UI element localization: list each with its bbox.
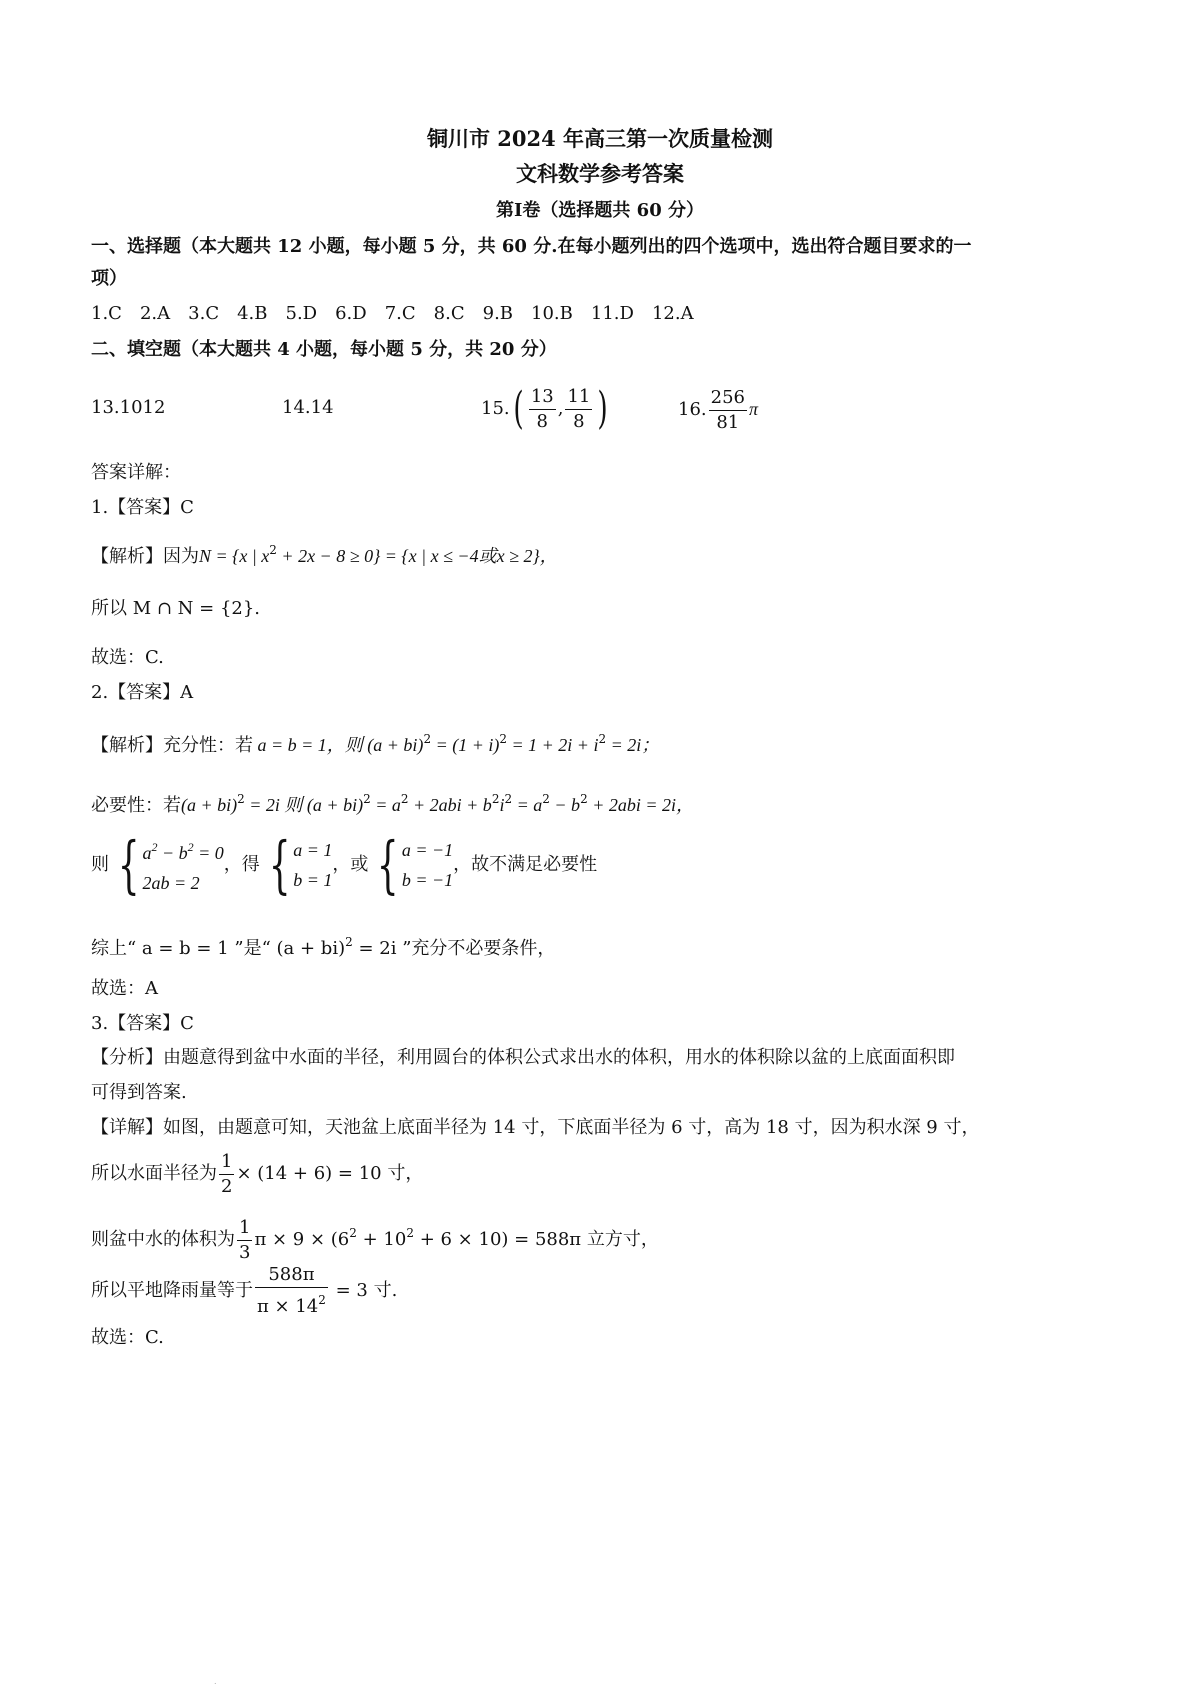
mcq-answer: 9.B bbox=[482, 303, 514, 324]
mcq-answer: 7.C bbox=[384, 303, 416, 324]
details-heading: 答案详解： bbox=[91, 462, 181, 483]
q3-choice: 故选：C. bbox=[91, 1327, 164, 1348]
solution-system: a = 1 b = 1 bbox=[293, 840, 333, 890]
q2-necessity: 必要性：若(a + bi)$^2$ = 2i 则 $(a + bi)^2 = a^2 + 2abi + b^2i^2 = a^2 - b^2 + 2abi = 2i$， bbox=[91, 792, 694, 816]
q2-summary: 综上“ a = b = 1 ”是“ (a + bi)$^2$ = 2i ”充分不必要条件， bbox=[91, 935, 556, 959]
solution-system: a = −1 b = −1 bbox=[401, 840, 454, 890]
q3-answer: 3.【答案】C bbox=[91, 1013, 194, 1034]
q1-answer: 1.【答案】C bbox=[91, 497, 194, 518]
mcq-answer: 3.C bbox=[188, 303, 220, 324]
q1-intersection: 所以 M ∩ N = {2}. bbox=[91, 598, 261, 619]
q3-radius: 所以水面半径为 $\frac{1}{2}$ × (14 + 6) = 10 寸， bbox=[91, 1150, 424, 1197]
mcq-answer: 12.A bbox=[651, 303, 694, 324]
q3-detail: 【详解】如图，由题意可知，天池盆上底面半径为 14 寸，下底面半径为 6 寸，高为 18 寸，因为积水深 9 寸， bbox=[91, 1117, 980, 1138]
q3-rainfall: 所以平地降雨量等于 $\frac{588\pi}{\pi \times 14^2}$ = 3 寸. bbox=[91, 1264, 398, 1317]
q2-system: 则 { $a^2 - b^2 = 0$ 2ab = 2 ，得 { a = 1 b = 1 ，或 { a = −1 b = −1 ，故不满足必要性 bbox=[91, 828, 598, 901]
part-title: 第Ⅰ卷（选择题共 60 分） bbox=[495, 200, 704, 221]
mcq-answer: 4.B bbox=[237, 303, 268, 324]
section2-heading: 二、填空题（本大题共 4 小题，每小题 5 分，共 20 分） bbox=[91, 339, 557, 360]
doc-subtitle: 文科数学参考答案 bbox=[516, 161, 684, 186]
q1-analysis: 【解析】因为N = {x | $x^2 + 2x - 8 \ge 0\} = \{x$ | x ≤ −4或x ≥ 2}， bbox=[91, 543, 558, 567]
mcq-answer: 11.D bbox=[590, 303, 634, 324]
mcq-answer-list bbox=[91, 301, 712, 327]
section1-heading-cont: 项） bbox=[91, 268, 127, 289]
q3-analysis-cont: 可得到答案. bbox=[91, 1082, 187, 1103]
q2-answer: 2.【答案】A bbox=[91, 682, 194, 703]
fill-answer-13: 13.1012 bbox=[91, 397, 166, 418]
q2-sufficiency: 【解析】充分性：若 a = b = 1，则 $(a + bi)^2 = (1 + i)^2 = 1 + 2i + i^2 = 2i$； bbox=[91, 732, 660, 756]
fill-answer-14: 14.14 bbox=[282, 397, 334, 418]
mcq-answer: 5.D bbox=[285, 303, 318, 324]
fill-answer-16: 16. $\frac{256}{81}$ π bbox=[678, 386, 759, 433]
q3-volume: 则盆中水的体积为 $\frac{1}{3}$ $\pi \times 9 \times (6^2 + 10^2 + 6 \times 10) = 588\pi$ 立方寸， bbox=[91, 1216, 659, 1263]
mcq-answer: 2.A bbox=[139, 303, 171, 324]
mcq-answer: 1.C bbox=[91, 303, 122, 324]
page-footer-mark: . bbox=[214, 1677, 217, 1686]
equation-system: $a^2 - b^2 = 0$ 2ab = 2 bbox=[142, 840, 224, 893]
q3-analysis: 【分析】由题意得到盆中水面的半径，利用圆台的体积公式求出水的体积，用水的体积除以盆的上底面面积即 bbox=[91, 1047, 955, 1068]
doc-title: 铜川市 2024 年高三第一次质量检测 bbox=[426, 126, 774, 151]
fill-answer-15: 15.( $\frac{13}{8}$ , $\frac{11}{8}$ ) bbox=[481, 383, 609, 434]
mcq-answer: 6.D bbox=[335, 303, 367, 324]
q2-choice: 故选：A bbox=[91, 978, 158, 999]
section1-heading: 一、选择题（本大题共 12 小题，每小题 5 分，共 60 分.在每小题列出的四个选项中，选出符合题目要求的一 bbox=[91, 236, 972, 257]
mcq-answer: 8.C bbox=[433, 303, 465, 324]
mcq-answer: 10.B bbox=[531, 303, 573, 324]
q1-choice: 故选：C. bbox=[91, 647, 164, 668]
